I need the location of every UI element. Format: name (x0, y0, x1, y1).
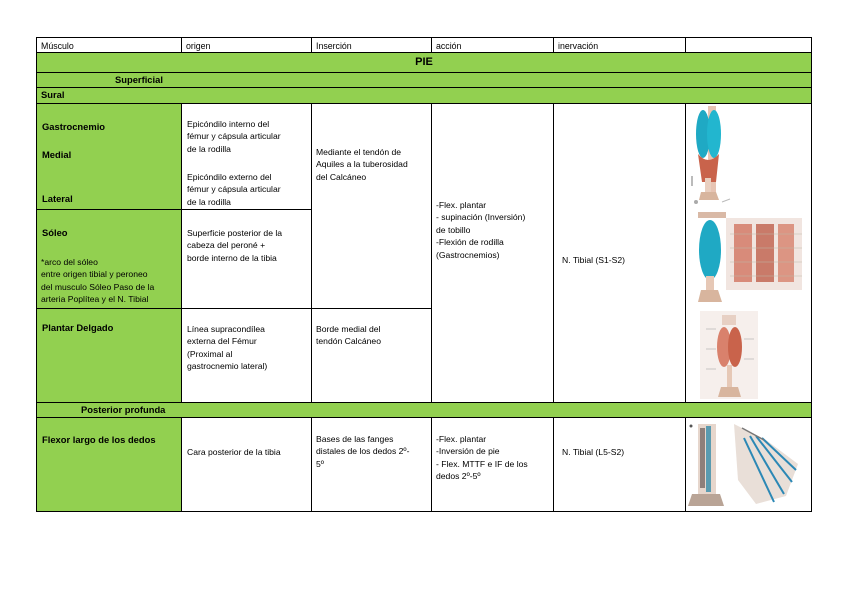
text-line: Bases de las fanges (316, 434, 394, 444)
flexor-name: Flexor largo de los dedos (42, 434, 156, 445)
text-line: del Calcáneo (316, 171, 367, 182)
rule (36, 37, 812, 38)
rule (181, 417, 182, 511)
rule (36, 308, 431, 309)
superficial-heading: Superficial (115, 74, 163, 85)
origin-medial (183, 117, 285, 156)
text-line: Aquiles a la tuberosidad (316, 159, 408, 170)
header-insercion: Inserción (316, 41, 352, 51)
header-inervacion: inervación (558, 41, 599, 51)
text-line: fémur y cápsula articular (187, 131, 281, 142)
rule (36, 37, 37, 512)
text-line: -Inversión de pie (436, 446, 500, 457)
text-line: Línea supracondílea (187, 324, 265, 334)
text-line: fémur y cápsula articular (187, 184, 281, 195)
plantar-insertion (312, 322, 385, 349)
plantaris-illustration (686, 309, 811, 401)
text-line: tendón Calcáneo (316, 336, 381, 347)
text-line: 5º (316, 458, 324, 469)
posterior-heading: Posterior profunda (81, 404, 166, 415)
header-origen: origen (186, 41, 211, 51)
text-line: gastrocnemio lateral) (187, 361, 268, 372)
text-line: distales de los dedos 2º- (316, 446, 410, 457)
flexor-insertion (312, 432, 413, 471)
text-line: *arco del sóleo (41, 257, 98, 267)
rule (181, 103, 182, 402)
soleo-name: Sóleo (42, 227, 68, 238)
sural-heading: Sural (41, 89, 65, 100)
rule (553, 417, 554, 511)
rule (685, 37, 686, 52)
text-line: dedos 2º-5º (436, 471, 481, 482)
text-line: de la rodilla (187, 196, 231, 207)
soleo-note (38, 255, 158, 307)
text-line: arteria Poplítea y el N. Tibial (41, 294, 149, 305)
text-line: Epicóndilo externo del (187, 172, 272, 182)
text-line: (Proximal al (187, 348, 233, 359)
gastrocnemio-medial: Medial (42, 149, 72, 160)
rule (553, 103, 554, 402)
text-line: -Flex. plantar (436, 200, 487, 210)
text-line: del musculo Sóleo Paso de la (41, 281, 155, 292)
sural-band (36, 87, 812, 103)
rule (36, 52, 812, 53)
text-line: Mediante el tendón de (316, 147, 402, 157)
text-line: -Flexión de rodilla (436, 237, 504, 248)
text-line: borde interno de la tibia (187, 252, 277, 263)
soleo-origin (183, 226, 286, 265)
sural-action (432, 198, 529, 262)
text-line: Epicóndilo interno del (187, 119, 270, 129)
text-line: de la rodilla (187, 143, 231, 154)
text-line: de tobillo (436, 224, 471, 235)
flexor-name-bg (36, 417, 181, 511)
flexor-action (432, 432, 532, 484)
text-line: Borde medial del (316, 324, 381, 334)
header-accion: acción (436, 41, 462, 51)
flexor-origin: Cara posterior de la tibia (187, 447, 281, 457)
text-line: entre origen tibial y peroneo (41, 269, 148, 280)
pie-title: PIE (415, 56, 433, 68)
text-line: cabeza del peroné + (187, 240, 266, 251)
text-line: externa del Fémur (187, 336, 257, 347)
header-musculo: Músculo (41, 41, 74, 51)
text-line: Superficie posterior de la (187, 228, 283, 238)
plantar-origin (183, 322, 271, 374)
sural-insertion (312, 145, 412, 184)
gastrocnemio-name: Gastrocnemio (42, 121, 106, 132)
text-line: - Flex. MTTF e IF de los (436, 458, 528, 469)
sural-nerve: N. Tibial (S1-S2) (562, 255, 626, 265)
gastrocnemio-lateral: Lateral (42, 193, 73, 204)
text-line: -Flex. plantar (436, 434, 487, 444)
gastrocnemius-illustration (686, 104, 811, 208)
plantar-name: Plantar Delgado (42, 322, 114, 333)
text-line: - supinación (Inversión) (436, 212, 526, 223)
soleus-illustration (686, 210, 811, 307)
text-line: (Gastrocnemios) (436, 249, 500, 260)
origin-lateral (183, 170, 285, 209)
rule (811, 37, 812, 512)
flexor-nerve: N. Tibial (L5-S2) (562, 447, 625, 457)
rule (36, 511, 812, 512)
flexor-digitorum-longus-illustration (686, 418, 811, 510)
